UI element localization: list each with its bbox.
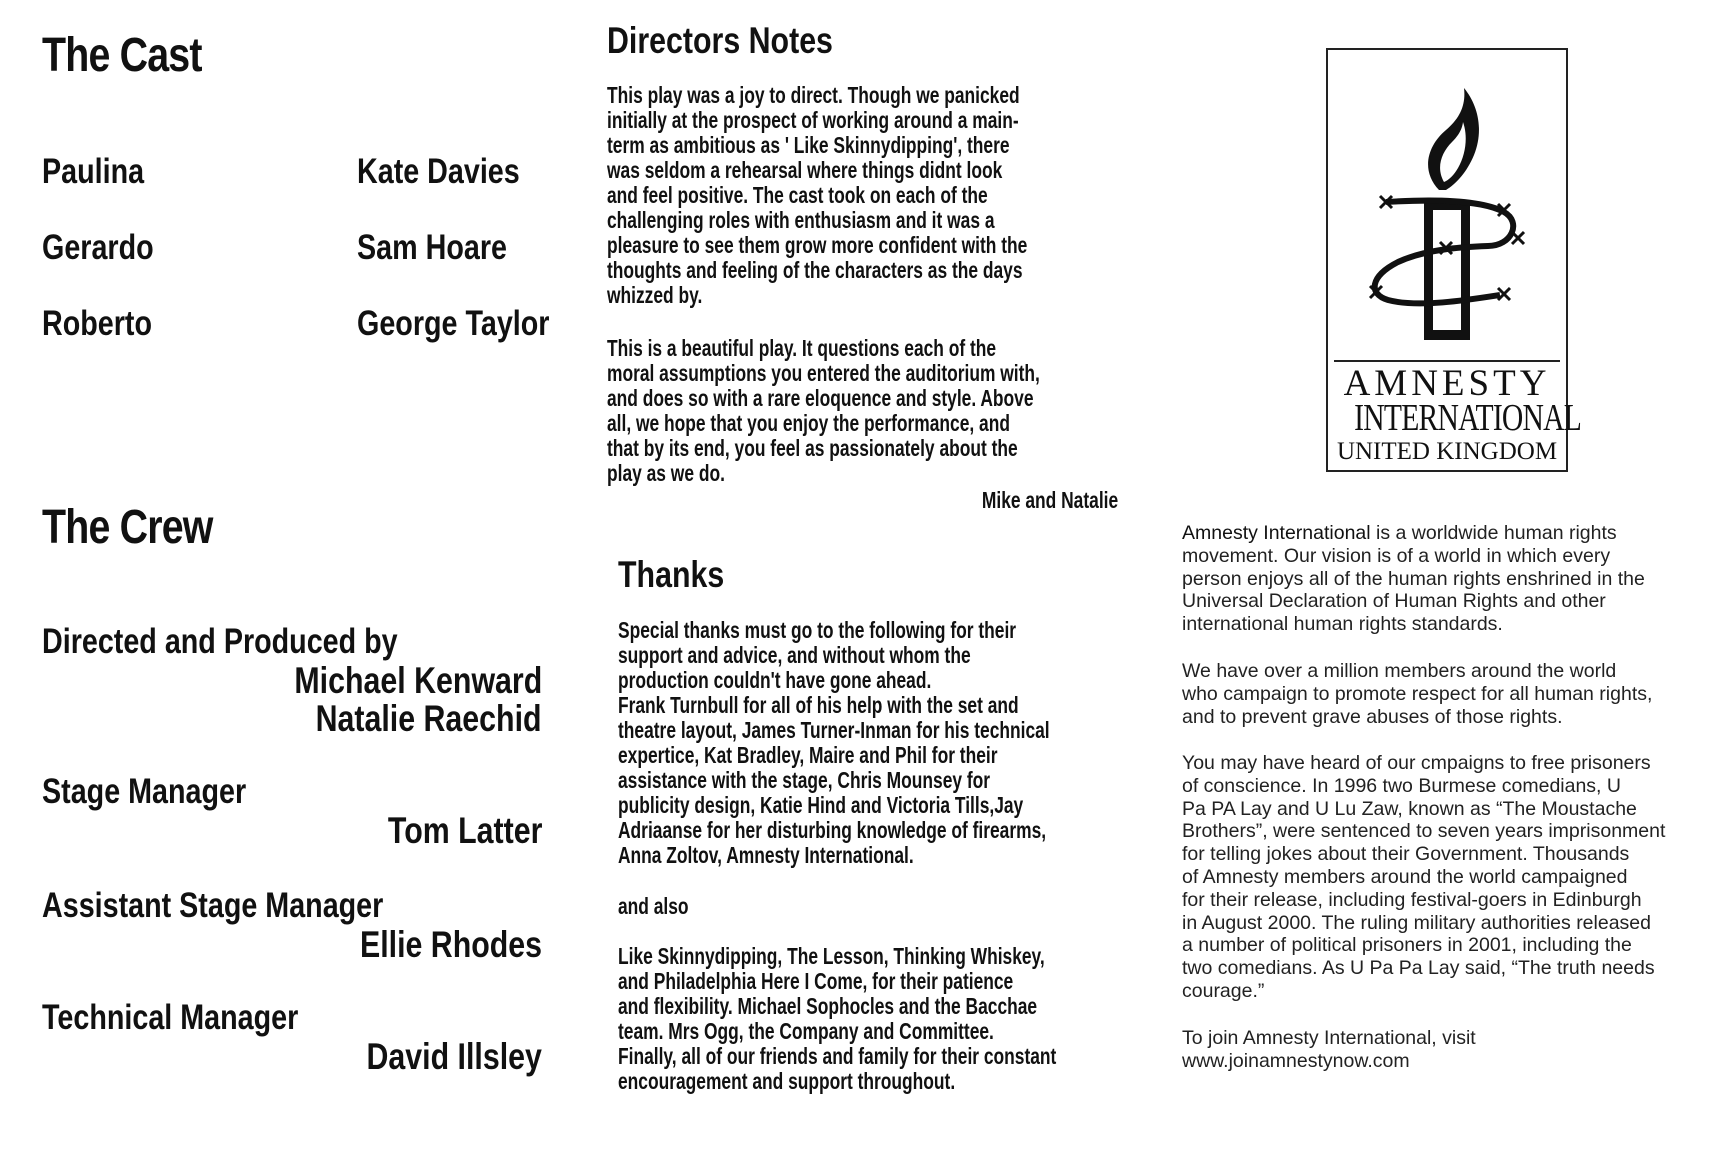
logo-text-international: INTERNATIONAL: [1354, 397, 1582, 439]
cast-role: Paulina: [42, 152, 145, 191]
amnesty-paragraph: [1182, 660, 1652, 728]
thanks-also: [618, 894, 713, 919]
crew-role: Stage Manager: [42, 772, 247, 811]
text-line: challenging roles with enthusiasm and it was a: [607, 207, 995, 233]
crew-name: Natalie Raechid: [316, 698, 542, 739]
text-line: To join Amnesty International, visit: [1182, 1027, 1476, 1049]
text-line: courage.”: [1182, 979, 1265, 1002]
amnesty-paragraph: [1182, 752, 1665, 1003]
text-line: whizzed by.: [607, 282, 703, 308]
text-line: Special thanks must go to the following for their: [618, 617, 1017, 643]
text-line: of Amnesty members around the world campaigned: [1182, 865, 1628, 888]
text-line: This is a beautiful play. It questions each of the: [607, 335, 997, 361]
text-line: thoughts and feeling of the characters as the days: [607, 257, 1023, 283]
amnesty-paragraph: [1182, 522, 1645, 636]
text-line: for their release, including festival-goers in Edinburgh: [1182, 888, 1642, 911]
text-line: Finally, all of our friends and family for their constant: [618, 1043, 1057, 1069]
directors-notes-paragraph: [607, 83, 1175, 308]
text-line: and Philadelphia Here I Come, for their patience: [618, 968, 1014, 994]
cast-actor: Kate Davies: [357, 152, 520, 191]
crew-name: Ellie Rhodes: [359, 924, 542, 965]
text-line: Frank Turnbull for all of his help with the set and: [618, 692, 1019, 718]
directors-notes-paragraph: [607, 336, 1192, 486]
text-line: was seldom a rehearsal where things didnt look: [607, 157, 1003, 183]
thanks-paragraph: [618, 944, 1210, 1094]
amnesty-website-link[interactable]: www.joinamnestynow.com: [1182, 1049, 1410, 1072]
cast-heading: The Cast: [42, 29, 202, 82]
cast-role: Gerardo: [42, 228, 154, 267]
text-line: that by its end, you feel as passionately about the: [607, 435, 1018, 461]
text-line: initially at the prospect of working around a main-: [607, 107, 1019, 133]
text-line: assistance with the stage, Chris Mounsey for: [618, 767, 991, 793]
text-line: Anna Zoltov, Amnesty International.: [618, 842, 914, 868]
logo-text-amnesty: AMNESTY: [1343, 363, 1551, 404]
text-line: expertice, Kat Bradley, Maire and Phil for their: [618, 742, 998, 768]
text-line: publicity design, Katie Hind and Victoria Tills,Jay: [618, 792, 1024, 818]
text-line: Like Skinnydipping, The Lesson, Thinking Whiskey,: [618, 943, 1045, 969]
text-line: and also: [618, 893, 689, 919]
text-line: and does so with a rare eloquence and style. Above: [607, 385, 1034, 411]
text-line: all, we hope that you enjoy the performance, and: [607, 410, 1010, 436]
cast-actor: George Taylor: [357, 304, 550, 343]
text-line: play as we do.: [607, 460, 725, 486]
logo-text-united-kingdom: UNITED KINGDOM: [1336, 438, 1558, 465]
text-line: international human rights standards.: [1182, 613, 1503, 636]
text-line: Pa PA Lay and U Lu Zaw, known as “The Moustache: [1182, 797, 1637, 820]
text-line: for telling jokes about their Government. Thousands: [1182, 843, 1630, 866]
thanks-heading: Thanks: [618, 554, 725, 595]
text-line: pleasure to see them grow more confident with the: [607, 232, 1028, 258]
text-line: term as ambitious as ' Like Skinnydipping', there: [607, 132, 1010, 158]
amnesty-logo: [1326, 48, 1582, 472]
directors-signature: Mike and Natalie: [981, 487, 1118, 513]
text-line: moral assumptions you entered the auditorium with,: [607, 360, 1040, 386]
crew-name: David Illsley: [366, 1036, 542, 1077]
text-line: We have over a million members around the world: [1182, 660, 1617, 682]
crew-role: Assistant Stage Manager: [42, 886, 384, 925]
text-line: who campaign to promote respect for all human rights,: [1182, 682, 1653, 705]
crew-name: Tom Latter: [387, 810, 542, 851]
crew-name: Michael Kenward: [294, 660, 542, 701]
candle-barbed-wire-icon: [1328, 50, 1566, 350]
text-line: two comedians. As U Pa Pa Lay said, “The truth needs: [1182, 957, 1655, 980]
directors-notes-heading: Directors Notes: [607, 20, 833, 61]
text-line: theatre layout, James Turner-Inman for his technical: [618, 717, 1050, 743]
text-line: [1182, 522, 1645, 545]
text-fragment: is a worldwide human rights: [1370, 522, 1617, 544]
text-line: This play was a joy to direct. Though we panicked: [607, 82, 1020, 108]
text-line: team. Mrs Ogg, the Company and Committee.: [618, 1018, 994, 1044]
text-line: support and advice, and without whom the: [618, 642, 971, 668]
text-line: and to prevent grave abuses of those rights.: [1182, 705, 1563, 728]
cast-actor: Sam Hoare: [357, 228, 507, 267]
text-line: in August 2000. The ruling military authorities released: [1182, 911, 1651, 934]
thanks-paragraph: [618, 618, 1201, 868]
amnesty-brand-name: Amnesty International: [1182, 522, 1371, 544]
text-line: a number of political prisoners in 2001, including the: [1182, 934, 1632, 957]
text-line: Universal Declaration of Human Rights and other: [1182, 590, 1606, 613]
crew-role: Technical Manager: [42, 998, 299, 1037]
text-line: Brothers”, were sentenced to seven years imprisonment: [1182, 820, 1666, 843]
amnesty-join-paragraph: [1182, 1027, 1476, 1073]
text-line: person enjoys all of the human rights enshrined in the: [1182, 567, 1645, 590]
crew-role: Directed and Produced by: [42, 622, 398, 661]
text-line: movement. Our vision is of a world in which every: [1182, 544, 1611, 567]
text-line: You may have heard of our cmpaigns to free prisoners: [1182, 752, 1651, 774]
text-line: and flexibility. Michael Sophocles and the Bacchae: [618, 993, 1038, 1019]
cast-role: Roberto: [42, 304, 153, 343]
crew-heading: The Crew: [42, 501, 213, 554]
text-line: and feel positive. The cast took on each of the: [607, 182, 988, 208]
text-line: Adriaanse for her disturbing knowledge of firearms,: [618, 817, 1047, 843]
text-line: production couldn't have gone ahead.: [618, 667, 932, 693]
text-line: encouragement and support throughout.: [618, 1068, 956, 1094]
text-line: of conscience. In 1996 two Burmese comedians, U: [1182, 774, 1621, 797]
